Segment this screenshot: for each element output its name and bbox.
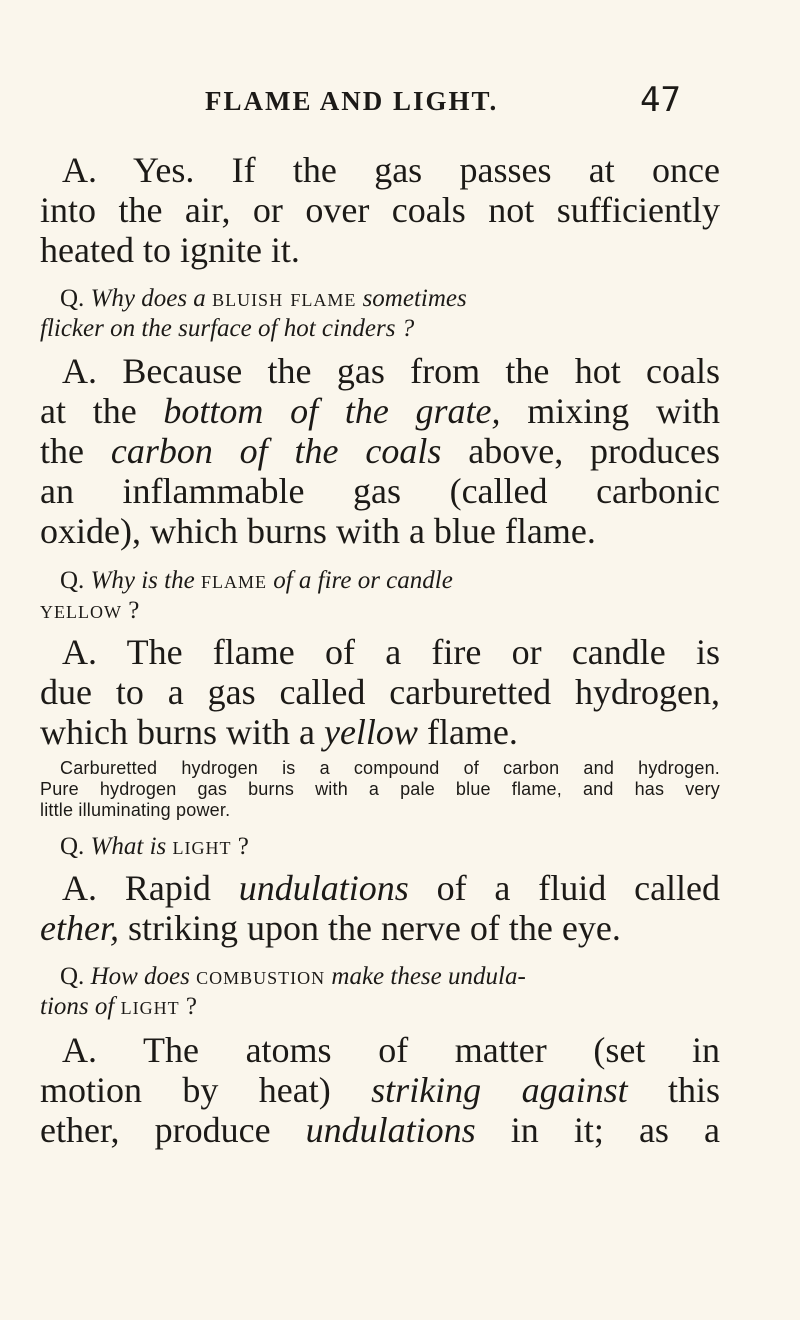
page-number: 47 xyxy=(640,80,681,120)
question-2 xyxy=(40,284,720,344)
answer-5-text-2a: motion by heat) xyxy=(40,1070,331,1110)
answer-prefix: A. xyxy=(62,351,97,391)
page-header xyxy=(0,80,800,126)
answer-2-text-2b: mixing with xyxy=(527,391,720,431)
answer-2-italic-3: carbon of the coals xyxy=(110,431,442,471)
question-4-end: ? xyxy=(237,833,249,860)
running-title: FLAME AND LIGHT. xyxy=(205,86,499,116)
answer-4-italic-1: undulations xyxy=(238,868,409,908)
answer-prefix: A. xyxy=(62,868,97,908)
answer-5-line-2 xyxy=(40,1070,720,1110)
answer-5-text-3a: ether, produce xyxy=(40,1110,271,1150)
question-3-smallcaps-2: yellow xyxy=(40,597,122,624)
answer-2-text-3b: above, produces xyxy=(468,431,721,471)
question-3 xyxy=(40,566,720,626)
question-3-text-1: Why is the xyxy=(90,567,195,594)
answer-3-line-2: due to a gas called carburetted hydrogen, xyxy=(40,672,720,712)
answer-2-line-3 xyxy=(40,431,720,471)
question-4-text-1: What is xyxy=(90,833,167,860)
question-4-smallcaps: light xyxy=(172,833,232,860)
answer-2-line-2 xyxy=(40,391,720,431)
question-5-end: ? xyxy=(185,993,197,1020)
answer-3-line-3 xyxy=(40,712,720,752)
answer-3-text-1: The flame of a fire or candle is xyxy=(126,632,720,672)
question-5-smallcaps-2: light xyxy=(120,993,180,1020)
answer-5-text-1: The atoms of matter (set in xyxy=(142,1030,720,1070)
question-5-text-3: tions of xyxy=(40,993,115,1020)
note-paragraph xyxy=(40,758,720,821)
question-5-smallcaps-1: combustion xyxy=(196,963,326,990)
answer-2-line-4: an inflammable gas (called carbonic xyxy=(40,471,720,511)
answer-5-italic-2: striking against xyxy=(371,1070,628,1110)
question-5 xyxy=(40,962,720,1022)
answer-3-line-1 xyxy=(40,632,720,672)
question-3-line-2 xyxy=(40,596,720,626)
answer-5-line-3 xyxy=(40,1110,720,1150)
answer-4-italic-2: ether, xyxy=(40,908,119,948)
question-5-line-1 xyxy=(40,962,720,992)
answer-2-line-5: oxide), which burns with a blue flame. xyxy=(40,511,596,551)
answer-2-text-3a: the xyxy=(40,431,84,471)
answer-5-text-3b: in it; as a xyxy=(510,1110,720,1150)
question-prefix: Q. xyxy=(60,567,85,594)
answer-3 xyxy=(40,632,720,752)
answer-2-line-1 xyxy=(40,351,720,391)
question-4-line-1 xyxy=(40,832,720,862)
answer-1 xyxy=(40,150,720,270)
answer-5 xyxy=(40,1030,720,1150)
answer-4-line-2 xyxy=(40,908,720,948)
question-2-text-1: Why does a xyxy=(90,285,206,312)
answer-2-text-1: Because the gas from the hot coals xyxy=(122,351,720,391)
question-5-text-2: make these undula- xyxy=(331,963,526,990)
answer-prefix: A. xyxy=(62,632,97,672)
question-prefix: Q. xyxy=(60,285,85,312)
note-line-2: Pure hydrogen gas burns with a pale blue flame, and has very xyxy=(40,779,720,799)
question-prefix: Q. xyxy=(60,963,85,990)
answer-4-line-1 xyxy=(40,868,720,908)
question-3-text-2: of a fire or candle xyxy=(273,567,453,594)
answer-2-italic-2: bottom of the grate, xyxy=(163,391,501,431)
answer-5-italic-3: undulations xyxy=(305,1110,476,1150)
question-3-end: ? xyxy=(128,597,140,624)
question-2-text-2: sometimes xyxy=(362,285,467,312)
answer-5-line-1 xyxy=(40,1030,720,1070)
answer-1-line-3: heated to ignite it. xyxy=(40,230,300,270)
answer-prefix: A. xyxy=(62,1030,97,1070)
answer-5-text-2b: this xyxy=(668,1070,721,1110)
answer-3-text-3b: flame. xyxy=(426,712,518,752)
answer-1-line-1: A. Yes. If the gas passes at once xyxy=(62,150,720,190)
answer-3-italic: yellow xyxy=(323,712,418,752)
question-2-smallcaps: bluish flame xyxy=(212,285,357,312)
question-3-line-1 xyxy=(40,566,720,596)
note-line-1: Carburetted hydrogen is a compound of carbon and hydrogen. xyxy=(60,758,720,778)
answer-4 xyxy=(40,868,720,948)
answer-4-text-2b: striking upon the nerve of the eye. xyxy=(127,908,621,948)
note-line-3: little illuminating power. xyxy=(40,800,231,820)
answer-3-text-3a: which burns with a xyxy=(40,712,315,752)
answer-2-text-2a: at the xyxy=(40,391,137,431)
question-2-line-1 xyxy=(40,284,720,314)
question-5-line-2 xyxy=(40,992,720,1022)
question-5-text-1: How does xyxy=(90,963,190,990)
answer-4-text-1a: Rapid xyxy=(124,868,211,908)
question-3-smallcaps-1: flame xyxy=(200,567,267,594)
answer-2 xyxy=(40,351,720,551)
question-2-line-2: flicker on the surface of hot cinders ? xyxy=(40,315,415,342)
question-prefix: Q. xyxy=(60,833,85,860)
answer-1-line-2: into the air, or over coals not sufficiently xyxy=(40,190,720,230)
answer-4-text-1b: of a fluid called xyxy=(436,868,721,908)
question-4 xyxy=(40,832,720,862)
